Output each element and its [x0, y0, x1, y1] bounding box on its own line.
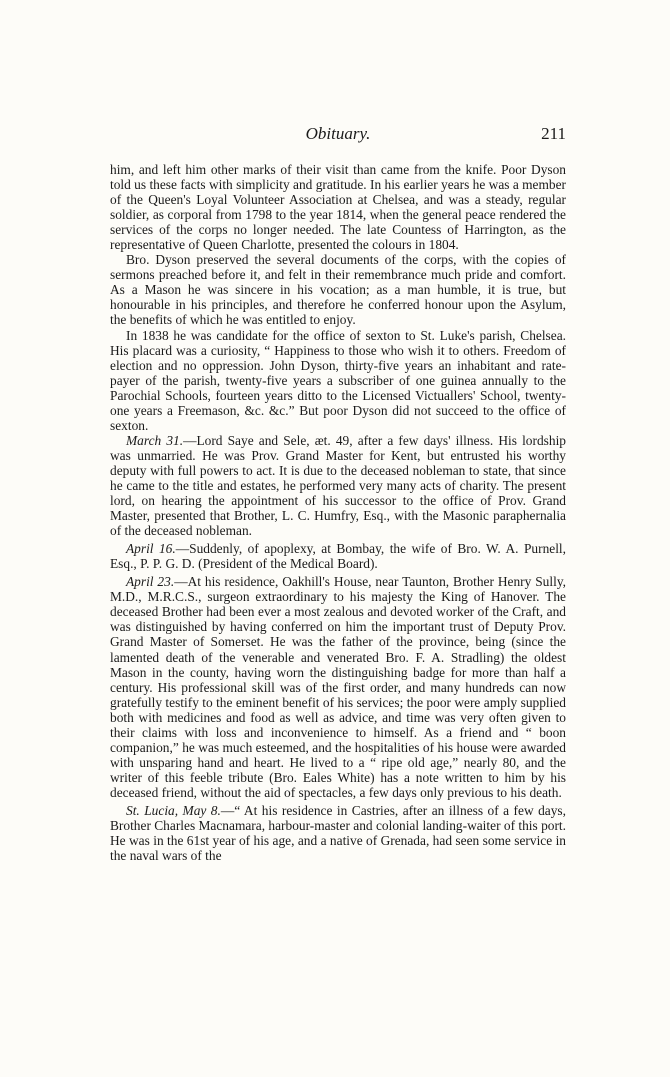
dateline: April 23. — [126, 574, 175, 590]
paragraph — [110, 162, 566, 252]
page-number: 211 — [541, 124, 566, 143]
entry-text: —Lord Saye and Sele, æt. 49, after a few days' illness. His lordship was unmarried. He was Prov. Grand Master for Kent, but entrusted his worthy deputy with full powers to act. It is due to the deceased nobleman to state, that since he came to the title and estates, he performed very many acts of charity. The present lord, on hearing the appointment of his successor to the office of Prov. Grand Master, presented that Brother, L. C. Humfry, Esq., with the Masonic paraphernalia of the deceased nobleman. — [110, 432, 566, 539]
paragraph — [110, 252, 566, 327]
paragraph-text: him, and left him other marks of their visit than came from the knife. Poor Dyson told us these facts with simplicity and gratitude. In his earlier years he was a member of the Queen's Loyal Volunteer Association at Chelsea, and was a steady, regular soldier, as corporal from 1798 to the year 1814, when the general peace rendered the services of the corps no longer needed. The late Countess of Harrington, as the representative of Queen Charlotte, presented the colours in 1804. — [110, 162, 566, 253]
entry-text: —“ At his residence in Castries, after an illness of a few days, Brother Charles Macnamara, harbour-master and colonial landing-waiter of this port. He was in the 61st year of his age, and a native of Grenada, had seen some service in the naval wars of the — [110, 802, 566, 864]
paragraph — [110, 328, 566, 433]
dateline: March 31. — [126, 432, 184, 448]
entry-text: —At his residence, Oakhill's House, near Taunton, Brother Henry Sully, M.D., M.R.C.S., surgeon extraordinary to his majesty the King of Hanover. The deceased Brother had been ever a most zealous and devoted worker of the Craft, and was distinguished by having conferred on him the important trust of Deputy Prov. Grand Master of Somerset. He was the father of the province, being (since the lamented death of the venerable and venerated Bro. F. A. Stradling) the oldest Mason in the county, having worn the distinguishing badge for more than half a century. His professional skill was of the first order, and many hundreds can now gratefully testify to the eminent benefit of his services; the poor were amply supplied both with medicines and food as well as advice, and time was very often given to their claims with loss and inconvenience to himself. As a friend and “ boon companion,” he was much esteemed, and the hospitalities of his house were awarded with unsparing hand and heart. He lived to a “ ripe old age,” nearly 80, and the writer of this feeble tribute (Bro. Eales White) has a note written to him by his deceased friend, without the aid of spectacles, a few days only previous to his death. — [110, 574, 566, 800]
obituary-entry — [110, 433, 566, 538]
dateline: April 16. — [126, 541, 176, 557]
paragraph-text: In 1838 he was candidate for the office of sexton to St. Luke's parish, Chelsea. His placard was a curiosity, “ Happiness to those who wish it to others. Freedom of election and no oppression. John Dyson, thirty-five years an inhabitant and rate-payer of the parish, twenty-five years a subscriber of one guinea annually to the Parochial Schools, fourteen years ditto to the Licensed Victuallers' School, twenty-one years a Freemason, &c. &c.” But poor Dyson did not succeed to the office of sexton. — [110, 327, 566, 433]
obituary-entry — [110, 803, 566, 863]
paragraph-text: Bro. Dyson preserved the several documents of the corps, with the copies of sermons preached before it, and felt in their remembrance much pride and comfort. As a Mason he was sincere in his vocation; as a man humble, it is true, but honourable in his principles, and therefore he conferred honour upon the Asylum, the benefits of which he was entitled to enjoy. — [110, 252, 566, 328]
running-title: Obituary. — [305, 124, 371, 143]
obituary-entry — [110, 541, 566, 571]
dateline: St. Lucia, May 8. — [126, 802, 221, 818]
page-header — [110, 124, 566, 148]
article-body — [110, 162, 566, 863]
entry-text: —Suddenly, of apoplexy, at Bombay, the wife of Bro. W. A. Purnell, Esq., P. P. G. D. (President of the Medical Board). — [110, 541, 566, 572]
obituary-entry — [110, 574, 566, 800]
